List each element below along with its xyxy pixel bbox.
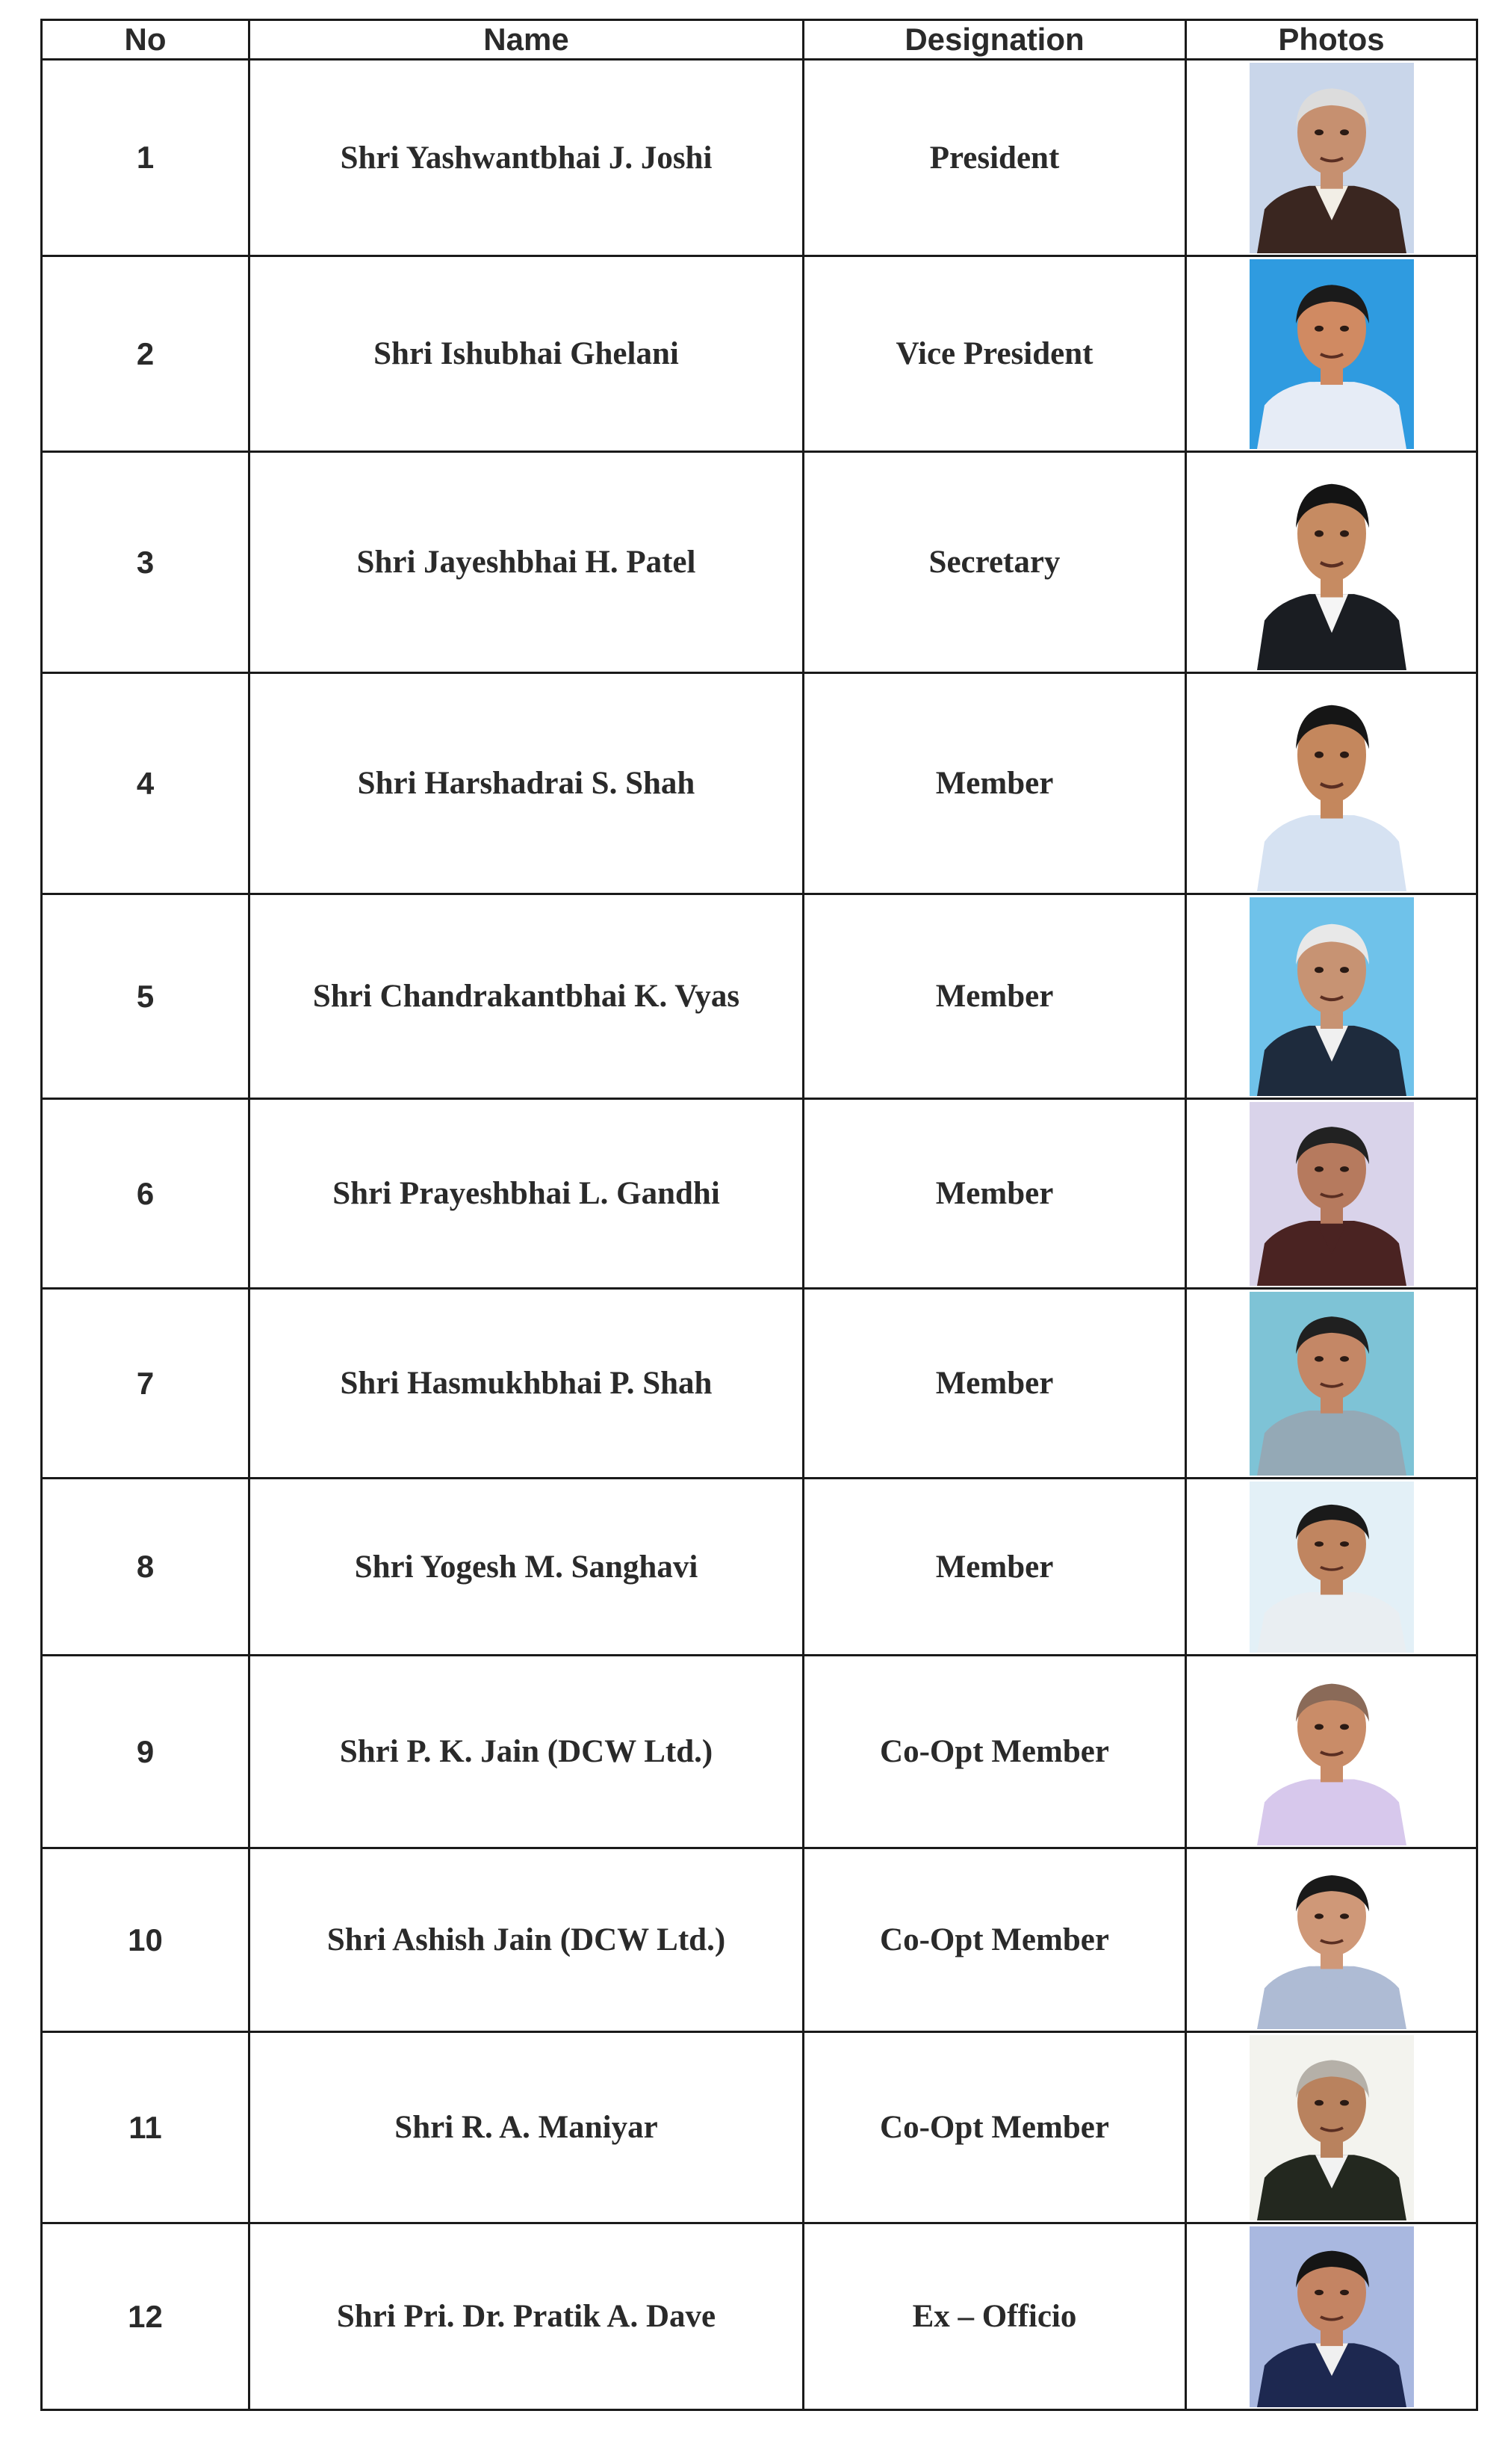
table-row [42, 256, 1477, 452]
portrait-icon [1250, 259, 1414, 449]
portrait-icon [1250, 1659, 1414, 1845]
table-row [42, 1656, 1477, 1848]
header-name: Name [249, 20, 804, 60]
table-row [42, 894, 1477, 1099]
member-name: Shri R. A. Maniyar [249, 2032, 804, 2223]
member-designation: Co-Opt Member [804, 2032, 1186, 2223]
member-number: 11 [42, 2032, 249, 2223]
member-photo-cell [1186, 1656, 1477, 1848]
member-photo-cell [1186, 894, 1477, 1099]
member-name: Shri Yogesh M. Sanghavi [249, 1479, 804, 1656]
portrait-icon [1250, 1292, 1414, 1476]
member-designation: President [804, 60, 1186, 256]
portrait-icon [1250, 63, 1414, 253]
member-number: 12 [42, 2223, 249, 2410]
member-designation: Member [804, 673, 1186, 894]
member-name: Shri Chandrakantbhai K. Vyas [249, 894, 804, 1099]
member-photo-cell [1186, 1848, 1477, 2032]
member-designation: Secretary [804, 452, 1186, 673]
header-photos: Photos [1186, 20, 1477, 60]
member-number: 8 [42, 1479, 249, 1656]
member-designation: Member [804, 1099, 1186, 1289]
table-row [42, 2223, 1477, 2410]
portrait-icon [1250, 1482, 1414, 1653]
member-name: Shri P. K. Jain (DCW Ltd.) [249, 1656, 804, 1848]
portrait-icon [1250, 676, 1414, 891]
member-name: Shri Hasmukhbhai P. Shah [249, 1289, 804, 1479]
member-name: Shri Prayeshbhai L. Gandhi [249, 1099, 804, 1289]
member-number: 3 [42, 452, 249, 673]
member-photo-cell [1186, 673, 1477, 894]
table-row [42, 1289, 1477, 1479]
table-header-row [42, 20, 1477, 60]
member-photo-cell [1186, 2223, 1477, 2410]
member-name: Shri Pri. Dr. Pratik A. Dave [249, 2223, 804, 2410]
member-number: 7 [42, 1289, 249, 1479]
members-table [40, 19, 1478, 2411]
member-photo-cell [1186, 1289, 1477, 1479]
member-number: 9 [42, 1656, 249, 1848]
portrait-icon [1250, 1851, 1414, 2029]
portrait-icon [1250, 2035, 1414, 2220]
table-row [42, 1848, 1477, 2032]
member-number: 5 [42, 894, 249, 1099]
member-name: Shri Yashwantbhai J. Joshi [249, 60, 804, 256]
member-designation: Co-Opt Member [804, 1656, 1186, 1848]
portrait-icon [1250, 2226, 1414, 2407]
member-name: Shri Ashish Jain (DCW Ltd.) [249, 1848, 804, 2032]
member-number: 10 [42, 1848, 249, 2032]
portrait-icon [1250, 455, 1414, 670]
member-number: 1 [42, 60, 249, 256]
header-no: No [42, 20, 249, 60]
member-number: 6 [42, 1099, 249, 1289]
member-photo-cell [1186, 1099, 1477, 1289]
member-photo-cell [1186, 1479, 1477, 1656]
member-designation: Member [804, 1479, 1186, 1656]
portrait-icon [1250, 1102, 1414, 1286]
member-number: 2 [42, 256, 249, 452]
table-row [42, 1479, 1477, 1656]
table-row [42, 2032, 1477, 2223]
header-designation: Designation [804, 20, 1186, 60]
member-designation: Ex – Officio [804, 2223, 1186, 2410]
member-designation: Member [804, 894, 1186, 1099]
member-name: Shri Harshadrai S. Shah [249, 673, 804, 894]
member-name: Shri Ishubhai Ghelani [249, 256, 804, 452]
table-row [42, 452, 1477, 673]
member-photo-cell [1186, 2032, 1477, 2223]
member-photo-cell [1186, 256, 1477, 452]
member-photo-cell [1186, 452, 1477, 673]
member-designation: Member [804, 1289, 1186, 1479]
member-number: 4 [42, 673, 249, 894]
table-row [42, 673, 1477, 894]
member-designation: Co-Opt Member [804, 1848, 1186, 2032]
portrait-icon [1250, 897, 1414, 1096]
table-row [42, 1099, 1477, 1289]
member-designation: Vice President [804, 256, 1186, 452]
member-photo-cell [1186, 60, 1477, 256]
table-row [42, 60, 1477, 256]
member-name: Shri Jayeshbhai H. Patel [249, 452, 804, 673]
